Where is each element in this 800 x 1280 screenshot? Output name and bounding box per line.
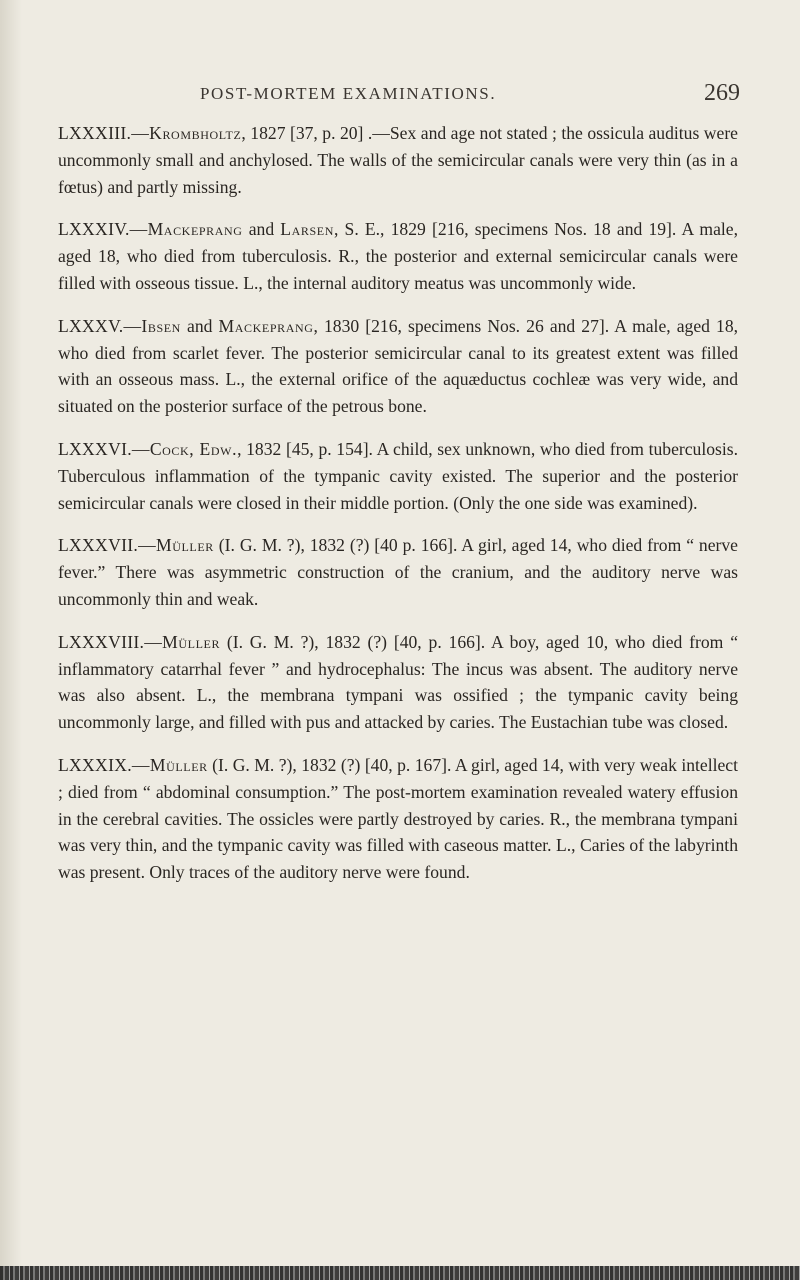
case-author: Müller bbox=[149, 754, 208, 775]
case-coauthor: Mackeprang bbox=[218, 315, 314, 336]
case-author: Cock, Edw. bbox=[149, 438, 238, 459]
page-edge-shadow bbox=[0, 0, 22, 1280]
case-number: LXXXV.— bbox=[58, 315, 142, 336]
case-text: A girl, aged 14, with very weak intellect ; died from “ abdominal consumption.” The post-mortem examination revealed watery effusion in the cerebral cavities. The ossicles were partly destroyed by caries. R., the membrana tympani was very thin, and the tympanic cavity was filled with caseous matter. L., Caries of the labyrinth was present. Only traces of the auditory nerve were found. bbox=[58, 754, 738, 883]
case-text: A child, sex unknown, who died from tuberculosis. Tuberculous inflammation of the tympanic cavity existed. The superior and the posterior semicircular canals were closed in their middle portion. (Only the one side was examined). bbox=[58, 438, 739, 513]
case-citation: (I. G. M. ?), 1832 (?) [40, p. 167]. bbox=[207, 754, 452, 775]
case-text: A male, aged 18, who died from tuberculosis. R., the posterior and external semicircular canals were filled with osseous tissue. L., the internal auditory meatus was uncommonly wide. bbox=[58, 219, 738, 293]
page-bottom-edge bbox=[0, 1266, 800, 1280]
case-author: Mackeprang bbox=[147, 219, 243, 240]
case-number: LXXXIV.— bbox=[58, 219, 148, 240]
case-citation: and bbox=[242, 219, 281, 240]
case-citation: , 1832 [45, p. 154]. bbox=[237, 438, 373, 459]
case-author: Ibsen bbox=[141, 315, 181, 336]
case-citation-detail: , 1830 [216, specimens Nos. 26 and 27]. bbox=[313, 315, 610, 336]
case-author: Müller bbox=[155, 535, 214, 556]
case-entry-lxxxvi bbox=[58, 436, 738, 516]
case-number: LXXXVIII.— bbox=[58, 631, 163, 652]
case-entry-lxxxix bbox=[58, 752, 738, 886]
case-entry-lxxxvii bbox=[58, 532, 738, 612]
case-text: A male, aged 18, who died from scarlet fever. The posterior semicircular canal to its greatest extent was filled with an osseous mass. L., the external orifice of the aquæductus cochleæ was very wide, and situated on the posterior surface of the petrous bone. bbox=[58, 315, 739, 417]
case-coauthor: Larsen bbox=[280, 219, 334, 240]
case-citation: (I. G. M. ?), 1832 (?) [40 p. 166]. bbox=[213, 535, 458, 556]
case-entry-lxxxviii bbox=[58, 629, 738, 736]
case-entry-lxxxiii bbox=[58, 120, 738, 200]
case-number: LXXXIX.— bbox=[58, 754, 150, 775]
case-number: LXXXVII.— bbox=[58, 535, 156, 556]
case-text: —Sex and age not stated ; the ossicula auditus were uncommonly small and anchylosed. The walls of the semicircular canals were very thin (as in a fœtus) and partly missing. bbox=[58, 123, 738, 197]
case-author: Müller bbox=[162, 631, 221, 652]
body-text bbox=[58, 120, 738, 902]
case-entry-lxxxiv bbox=[58, 216, 738, 296]
case-citation: , 1827 [37, p. 20] . bbox=[241, 123, 373, 143]
page-number: 269 bbox=[704, 80, 740, 106]
case-citation: and bbox=[180, 315, 219, 336]
case-number: LXXXVI.— bbox=[58, 438, 150, 459]
case-text: A girl, aged 14, who died from “ nerve fever.” There was asymmetric construction of the cranium, and the auditory nerve was uncommonly thin and weak. bbox=[58, 535, 738, 609]
case-citation-detail: , S. E., 1829 [216, specimens Nos. 18 and 19]. bbox=[333, 219, 677, 240]
case-citation: (I. G. M. ?), 1832 (?) [40, p. 166]. bbox=[220, 631, 486, 652]
case-author: Krombholtz bbox=[149, 123, 242, 143]
case-number: LXXXIII.— bbox=[58, 123, 150, 143]
case-text: A boy, aged 10, who died from “ inflammatory catarrhal fever ” and hydrocephalus: The incus was absent. The auditory nerve was also absent. L., the membrana tympani was ossified ; the tympanic cavity being uncommonly large, and filled with pus and attacked by caries. The Eustachian tube was closed. bbox=[58, 631, 738, 733]
case-entry-lxxxv bbox=[58, 313, 738, 420]
page-header bbox=[60, 80, 740, 114]
running-head: POST-MORTEM EXAMINATIONS. bbox=[200, 84, 497, 103]
